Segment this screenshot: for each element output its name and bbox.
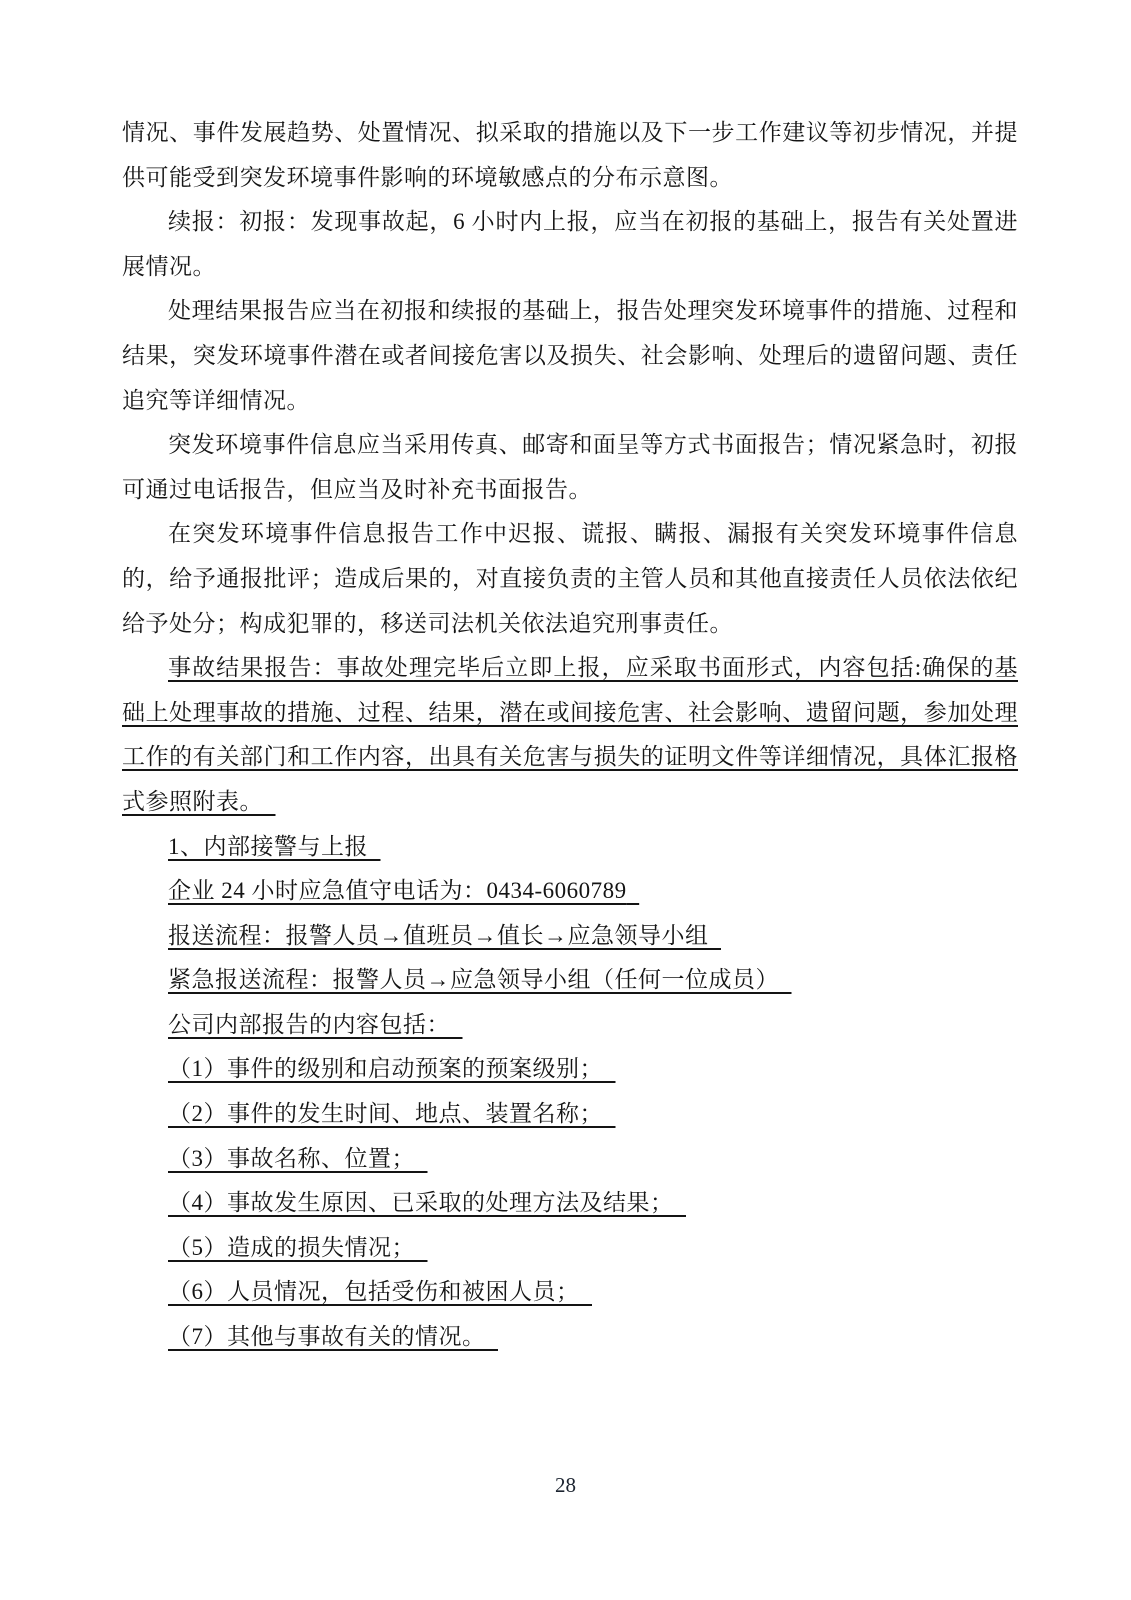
- paragraph: 报送流程：报警人员→值班员→值长→应急领导小组: [168, 922, 709, 948]
- paragraph: （5）造成的损失情况；: [168, 1234, 415, 1260]
- paragraph: （1）事件的级别和启动预案的预案级别；: [168, 1056, 603, 1082]
- document-body: [122, 111, 1018, 1360]
- paragraph: 事故结果报告：事故处理完毕后立即上报，应采取书面形式，内容包括:确保的基础上处理事故的措施、过程、结果，潜在或间接危害、社会影响、遗留问题，参加处理工作的有关部门和工作内容，出具有关危害与损失的证明文件等详细情况，具体汇报格式参照附表。: [122, 655, 1018, 814]
- page-number: 28: [555, 1473, 576, 1497]
- paragraph: 突发环境事件信息应当采用传真、邮寄和面呈等方式书面报告；情况紧急时，初报可通过电话报告，但应当及时补充书面报告。: [122, 432, 1018, 502]
- paragraph: （6）人员情况，包括受伤和被困人员；: [168, 1279, 580, 1305]
- paragraph: 1、内部接警与上报: [168, 833, 368, 859]
- paragraph: 情况、事件发展趋势、处置情况、拟采取的措施以及下一步工作建议等初步情况，并提供可能受到突发环境事件影响的环境敏感点的分布示意图。: [122, 120, 1018, 190]
- paragraph: 处理结果报告应当在初报和续报的基础上，报告处理突发环境事件的措施、过程和结果，突发环境事件潜在或者间接危害以及损失、社会影响、处理后的遗留问题、责任追究等详细情况。: [122, 298, 1018, 413]
- paragraph: （4）事故发生原因、已采取的处理方法及结果；: [168, 1190, 674, 1216]
- paragraph: （2）事件的发生时间、地点、装置名称；: [168, 1101, 603, 1127]
- paragraph: （3）事故名称、位置；: [168, 1145, 415, 1171]
- paragraph: （7）其他与事故有关的情况。: [168, 1324, 486, 1350]
- paragraph: 企业 24 小时应急值守电话为：0434-6060789: [168, 878, 627, 904]
- paragraph: 公司内部报告的内容包括：: [168, 1011, 450, 1037]
- paragraph: 续报：初报：发现事故起，6 小时内上报，应当在初报的基础上，报告有关处置进展情况。: [122, 209, 1018, 279]
- paragraph: 紧急报送流程：报警人员→应急领导小组（任何一位成员）: [168, 967, 779, 993]
- paragraph: 在突发环境事件信息报告工作中迟报、谎报、瞒报、漏报有关突发环境事件信息的，给予通报批评；造成后果的，对直接负责的主管人员和其他直接责任人员依法依纪给予处分；构成犯罪的，移送司法机关依法追究刑事责任。: [122, 521, 1018, 636]
